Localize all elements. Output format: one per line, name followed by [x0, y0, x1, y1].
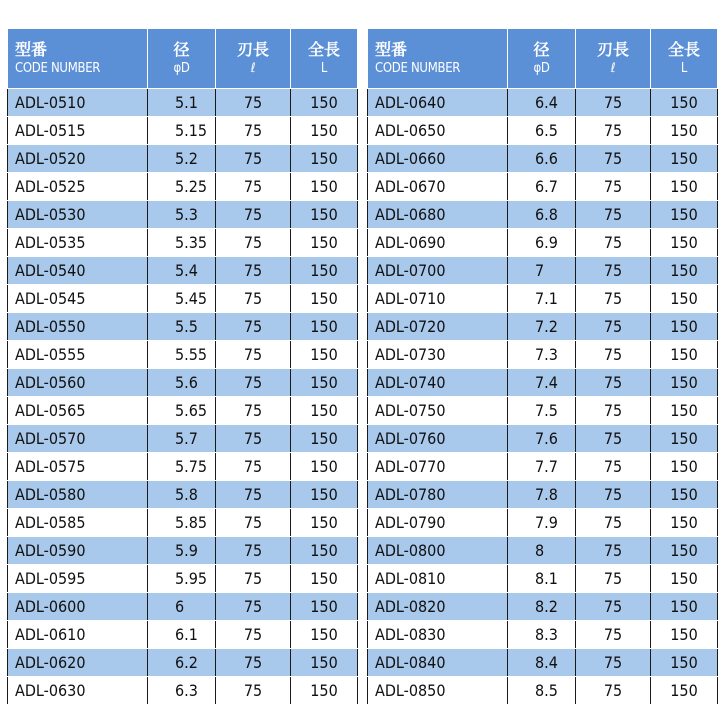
table-row [8, 537, 358, 565]
flute-length-cell: 75 [576, 397, 651, 425]
flute-length-cell: 75 [216, 425, 291, 453]
diameter-header-symbol: φD [533, 60, 550, 76]
diameter-cell: 6.5 [508, 117, 576, 145]
flute-length-cell: 75 [216, 313, 291, 341]
code-cell: ADL-0830 [368, 621, 508, 649]
flute-length-cell: 75 [576, 593, 651, 621]
header-row [368, 29, 718, 89]
flute-length-header-symbol: ℓ [250, 60, 256, 76]
overall-length-cell: 150 [291, 565, 358, 593]
table-body [368, 89, 718, 705]
table-row [8, 397, 358, 425]
diameter-cell: 5.15 [148, 117, 216, 145]
code-cell: ADL-0585 [8, 509, 148, 537]
flute-length-cell: 75 [216, 649, 291, 677]
overall-length-header [651, 29, 718, 89]
overall-length-cell: 150 [291, 649, 358, 677]
table-header [368, 29, 718, 89]
flute-length-cell: 75 [576, 89, 651, 117]
flute-length-cell: 75 [216, 369, 291, 397]
code-cell: ADL-0800 [368, 537, 508, 565]
overall-length-cell: 150 [291, 509, 358, 537]
table-row [368, 677, 718, 705]
flute-length-cell: 75 [216, 201, 291, 229]
overall-length-cell: 150 [651, 593, 718, 621]
spec-table [367, 28, 718, 705]
code-cell: ADL-0515 [8, 117, 148, 145]
table-row [8, 453, 358, 481]
flute-length-cell: 75 [576, 537, 651, 565]
overall-length-cell: 150 [291, 453, 358, 481]
overall-length-cell: 150 [291, 341, 358, 369]
overall-length-cell: 150 [651, 257, 718, 285]
table-row [8, 369, 358, 397]
code-cell: ADL-0550 [8, 313, 148, 341]
spec-table-left [7, 28, 357, 705]
overall-length-cell: 150 [291, 313, 358, 341]
diameter-cell: 8.1 [508, 565, 576, 593]
diameter-cell: 5.1 [148, 89, 216, 117]
overall-length-cell: 150 [291, 593, 358, 621]
diameter-cell: 7.1 [508, 285, 576, 313]
flute-length-cell: 75 [576, 481, 651, 509]
table-row [368, 257, 718, 285]
overall-length-cell: 150 [291, 285, 358, 313]
diameter-header-jp: 径 [533, 39, 550, 59]
code-cell: ADL-0810 [368, 565, 508, 593]
table-row [8, 593, 358, 621]
flute-length-cell: 75 [576, 257, 651, 285]
flute-length-header-jp: 刃長 [236, 39, 269, 59]
overall-length-cell: 150 [291, 201, 358, 229]
overall-length-cell: 150 [651, 285, 718, 313]
code-cell: ADL-0525 [8, 173, 148, 201]
overall-length-cell: 150 [291, 369, 358, 397]
table-row [8, 341, 358, 369]
overall-length-header-jp: 全長 [307, 39, 340, 59]
flute-length-cell: 75 [216, 229, 291, 257]
table-row [368, 593, 718, 621]
code-header-jp: 型番 [375, 39, 408, 59]
code-cell: ADL-0640 [368, 89, 508, 117]
flute-length-cell: 75 [576, 145, 651, 173]
code-cell: ADL-0840 [368, 649, 508, 677]
spec-table [7, 28, 358, 705]
code-cell: ADL-0555 [8, 341, 148, 369]
table-body [8, 89, 358, 705]
flute-length-cell: 75 [216, 257, 291, 285]
overall-length-cell: 150 [651, 313, 718, 341]
diameter-cell: 5.2 [148, 145, 216, 173]
diameter-cell: 6.9 [508, 229, 576, 257]
code-cell: ADL-0545 [8, 285, 148, 313]
code-cell: ADL-0710 [368, 285, 508, 313]
diameter-cell: 5.9 [148, 537, 216, 565]
overall-length-cell: 150 [291, 621, 358, 649]
diameter-cell: 8.2 [508, 593, 576, 621]
overall-length-cell: 150 [291, 537, 358, 565]
code-cell: ADL-0520 [8, 145, 148, 173]
overall-length-header-symbol: L [680, 60, 688, 76]
overall-length-cell: 150 [291, 257, 358, 285]
table-row [368, 621, 718, 649]
flute-length-cell: 75 [216, 677, 291, 705]
code-header-jp: 型番 [15, 39, 48, 59]
overall-length-cell: 150 [291, 89, 358, 117]
code-cell: ADL-0510 [8, 89, 148, 117]
code-cell: ADL-0730 [368, 341, 508, 369]
diameter-cell: 5.75 [148, 453, 216, 481]
table-row [368, 453, 718, 481]
table-row [368, 201, 718, 229]
overall-length-cell: 150 [651, 117, 718, 145]
code-header-en: CODE NUMBER [375, 60, 461, 76]
table-row [368, 369, 718, 397]
diameter-cell: 6.3 [148, 677, 216, 705]
code-cell: ADL-0540 [8, 257, 148, 285]
overall-length-cell: 150 [651, 397, 718, 425]
diameter-cell: 5.6 [148, 369, 216, 397]
code-cell: ADL-0560 [8, 369, 148, 397]
overall-length-cell: 150 [291, 173, 358, 201]
diameter-cell: 5.4 [148, 257, 216, 285]
overall-length-cell: 150 [651, 453, 718, 481]
table-row [8, 509, 358, 537]
overall-length-cell: 150 [651, 565, 718, 593]
flute-length-cell: 75 [576, 313, 651, 341]
overall-length-cell: 150 [651, 201, 718, 229]
table-row [368, 89, 718, 117]
diameter-cell: 6.7 [508, 173, 576, 201]
flute-length-header-jp: 刃長 [596, 39, 629, 59]
table-row [8, 257, 358, 285]
diameter-header [508, 29, 576, 89]
flute-length-cell: 75 [216, 481, 291, 509]
diameter-cell: 5.55 [148, 341, 216, 369]
diameter-cell: 7.9 [508, 509, 576, 537]
flute-length-cell: 75 [576, 425, 651, 453]
flute-length-cell: 75 [216, 621, 291, 649]
flute-length-header-symbol: ℓ [610, 60, 616, 76]
code-cell: ADL-0595 [8, 565, 148, 593]
diameter-cell: 5.25 [148, 173, 216, 201]
flute-length-cell: 75 [216, 537, 291, 565]
overall-length-cell: 150 [651, 509, 718, 537]
flute-length-cell: 75 [216, 173, 291, 201]
code-cell: ADL-0580 [8, 481, 148, 509]
header-row [8, 29, 358, 89]
diameter-cell: 6.2 [148, 649, 216, 677]
table-row [8, 677, 358, 705]
flute-length-cell: 75 [576, 565, 651, 593]
flute-length-header [216, 29, 291, 89]
diameter-cell: 8.4 [508, 649, 576, 677]
code-header-en: CODE NUMBER [15, 60, 101, 76]
flute-length-header [576, 29, 651, 89]
table-row [8, 621, 358, 649]
overall-length-header-symbol: L [320, 60, 328, 76]
overall-length-cell: 150 [651, 173, 718, 201]
flute-length-cell: 75 [216, 565, 291, 593]
code-number-header [8, 29, 148, 89]
table-row [368, 117, 718, 145]
table-row [368, 145, 718, 173]
overall-length-cell: 150 [651, 677, 718, 705]
diameter-cell: 5.45 [148, 285, 216, 313]
code-cell: ADL-0590 [8, 537, 148, 565]
diameter-cell: 6.1 [148, 621, 216, 649]
code-cell: ADL-0660 [368, 145, 508, 173]
code-cell: ADL-0680 [368, 201, 508, 229]
code-cell: ADL-0670 [368, 173, 508, 201]
table-row [8, 145, 358, 173]
overall-length-cell: 150 [651, 537, 718, 565]
diameter-cell: 5.65 [148, 397, 216, 425]
code-cell: ADL-0570 [8, 425, 148, 453]
overall-length-cell: 150 [291, 229, 358, 257]
table-row [8, 285, 358, 313]
diameter-cell: 6.4 [508, 89, 576, 117]
code-cell: ADL-0565 [8, 397, 148, 425]
overall-length-cell: 150 [291, 117, 358, 145]
table-row [368, 229, 718, 257]
diameter-cell: 8.3 [508, 621, 576, 649]
diameter-cell: 7.6 [508, 425, 576, 453]
diameter-cell: 5.5 [148, 313, 216, 341]
overall-length-cell: 150 [651, 621, 718, 649]
diameter-cell: 5.35 [148, 229, 216, 257]
diameter-cell: 5.3 [148, 201, 216, 229]
diameter-cell: 5.7 [148, 425, 216, 453]
diameter-cell: 6.6 [508, 145, 576, 173]
flute-length-cell: 75 [576, 341, 651, 369]
overall-length-cell: 150 [291, 481, 358, 509]
overall-length-cell: 150 [291, 145, 358, 173]
diameter-cell: 7.5 [508, 397, 576, 425]
table-header [8, 29, 358, 89]
code-cell: ADL-0780 [368, 481, 508, 509]
overall-length-cell: 150 [291, 425, 358, 453]
table-row [368, 425, 718, 453]
table-row [368, 397, 718, 425]
table-row [8, 201, 358, 229]
code-cell: ADL-0820 [368, 593, 508, 621]
overall-length-cell: 150 [651, 425, 718, 453]
overall-length-cell: 150 [651, 89, 718, 117]
flute-length-cell: 75 [576, 677, 651, 705]
code-cell: ADL-0600 [8, 593, 148, 621]
flute-length-cell: 75 [576, 173, 651, 201]
code-cell: ADL-0690 [368, 229, 508, 257]
code-cell: ADL-0750 [368, 397, 508, 425]
flute-length-cell: 75 [576, 201, 651, 229]
diameter-header-jp: 径 [173, 39, 190, 59]
code-cell: ADL-0740 [368, 369, 508, 397]
code-cell: ADL-0720 [368, 313, 508, 341]
table-row [8, 229, 358, 257]
diameter-cell: 7 [508, 257, 576, 285]
table-row [368, 537, 718, 565]
code-cell: ADL-0530 [8, 201, 148, 229]
code-cell: ADL-0760 [368, 425, 508, 453]
diameter-cell: 8.5 [508, 677, 576, 705]
overall-length-cell: 150 [651, 229, 718, 257]
flute-length-cell: 75 [576, 285, 651, 313]
diameter-cell: 6 [148, 593, 216, 621]
diameter-cell: 6.8 [508, 201, 576, 229]
code-cell: ADL-0575 [8, 453, 148, 481]
table-row [8, 649, 358, 677]
flute-length-cell: 75 [576, 229, 651, 257]
overall-length-cell: 150 [651, 341, 718, 369]
code-cell: ADL-0620 [8, 649, 148, 677]
diameter-cell: 7.4 [508, 369, 576, 397]
overall-length-cell: 150 [651, 481, 718, 509]
overall-length-header [291, 29, 358, 89]
overall-length-cell: 150 [291, 677, 358, 705]
diameter-cell: 7.3 [508, 341, 576, 369]
flute-length-cell: 75 [576, 369, 651, 397]
table-row [368, 649, 718, 677]
flute-length-cell: 75 [576, 509, 651, 537]
code-cell: ADL-0770 [368, 453, 508, 481]
table-row [8, 117, 358, 145]
table-row [8, 565, 358, 593]
table-row [368, 481, 718, 509]
table-row [8, 481, 358, 509]
table-row [368, 285, 718, 313]
diameter-cell: 7.2 [508, 313, 576, 341]
table-row [368, 173, 718, 201]
flute-length-cell: 75 [216, 117, 291, 145]
overall-length-cell: 150 [651, 369, 718, 397]
code-cell: ADL-0700 [368, 257, 508, 285]
table-row [368, 509, 718, 537]
overall-length-cell: 150 [651, 649, 718, 677]
overall-length-header-jp: 全長 [667, 39, 700, 59]
overall-length-cell: 150 [651, 145, 718, 173]
flute-length-cell: 75 [216, 285, 291, 313]
code-cell: ADL-0630 [8, 677, 148, 705]
table-row [368, 313, 718, 341]
diameter-cell: 5.8 [148, 481, 216, 509]
table-row [8, 89, 358, 117]
code-number-header [368, 29, 508, 89]
flute-length-cell: 75 [576, 649, 651, 677]
diameter-cell: 5.85 [148, 509, 216, 537]
table-row [368, 565, 718, 593]
flute-length-cell: 75 [216, 593, 291, 621]
flute-length-cell: 75 [576, 621, 651, 649]
flute-length-cell: 75 [576, 453, 651, 481]
spec-table-right [367, 28, 717, 705]
code-cell: ADL-0790 [368, 509, 508, 537]
code-cell: ADL-0650 [368, 117, 508, 145]
flute-length-cell: 75 [216, 89, 291, 117]
diameter-cell: 8 [508, 537, 576, 565]
table-row [8, 313, 358, 341]
flute-length-cell: 75 [216, 341, 291, 369]
flute-length-cell: 75 [216, 397, 291, 425]
table-row [8, 173, 358, 201]
flute-length-cell: 75 [576, 117, 651, 145]
diameter-cell: 7.7 [508, 453, 576, 481]
diameter-cell: 5.95 [148, 565, 216, 593]
code-cell: ADL-0535 [8, 229, 148, 257]
diameter-cell: 7.8 [508, 481, 576, 509]
overall-length-cell: 150 [291, 397, 358, 425]
code-cell: ADL-0850 [368, 677, 508, 705]
diameter-header-symbol: φD [173, 60, 190, 76]
code-cell: ADL-0610 [8, 621, 148, 649]
flute-length-cell: 75 [216, 509, 291, 537]
table-row [8, 425, 358, 453]
flute-length-cell: 75 [216, 145, 291, 173]
flute-length-cell: 75 [216, 453, 291, 481]
diameter-header [148, 29, 216, 89]
table-row [368, 341, 718, 369]
